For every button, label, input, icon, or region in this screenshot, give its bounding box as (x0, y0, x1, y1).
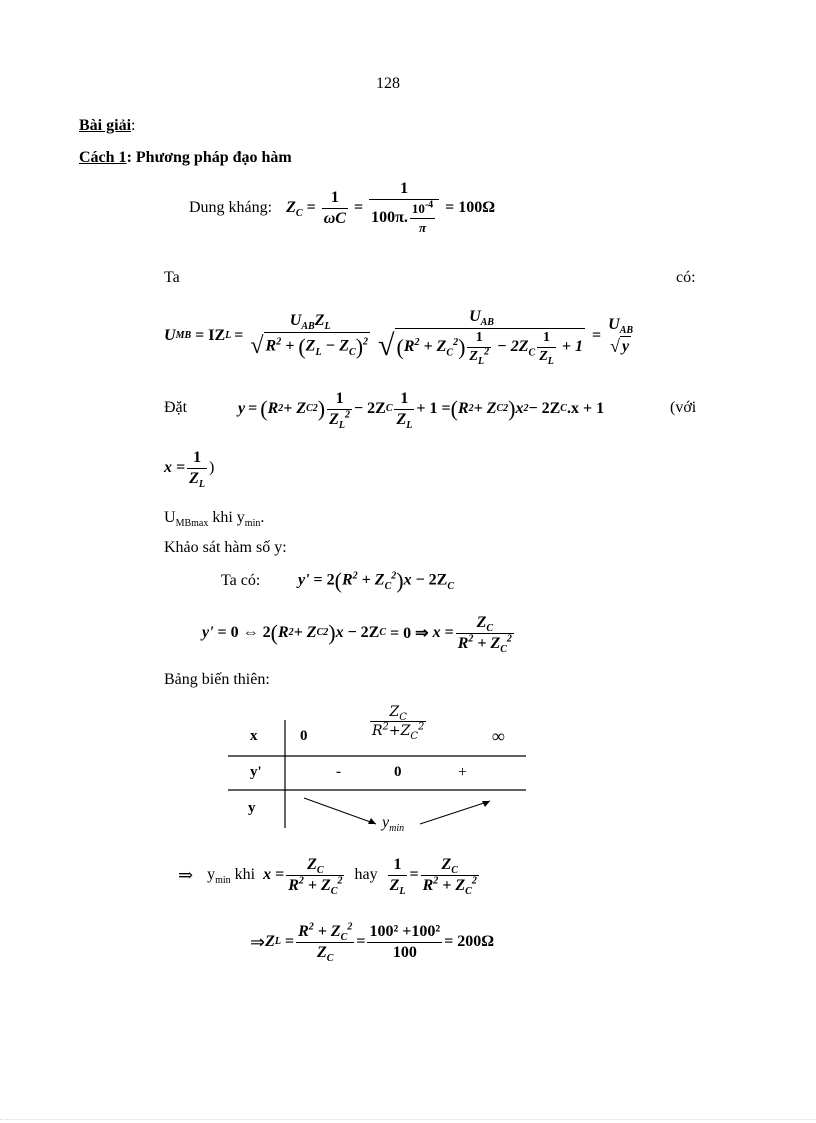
table-title: Bảng biến thiên: (164, 671, 270, 688)
fraction-umb-over-sqrt-y: $U_{AB}$ √ y (608, 315, 634, 356)
fraction-1-over-omega-c: $\frac{1}{\omega C}$ (323, 188, 346, 227)
dat-label: Đặt (164, 399, 188, 416)
page-number: 128 (376, 75, 400, 92)
increasing-arrowhead (482, 801, 490, 807)
y-definition: y = ( R 2 + Z C 2 ) $\frac{1}{Z_L^2}$ − 2Z C $\frac{1}{Z_L}$ + 1 = ( R 2 + Z C 2 ) x 2 − 2Z C .x + 1 (238, 389, 605, 431)
fraction-umb-expanded: $U_{AB}$ $√(R^2 + Z_C^2)$ $\frac{1}{Z_L^2}$ − $2Z_C$ $\frac{1}{Z_L}$ + 1 (378, 307, 583, 367)
row-label-x: x (250, 728, 258, 744)
solution-label: Bài giải (79, 117, 132, 134)
co-label: có: (676, 269, 696, 286)
y-min-value: $y_{min}$ (382, 814, 405, 835)
method-title: : Phương pháp đạo hàm (126, 149, 292, 166)
critical-point-formula: y' = 0 ⇔ 2 ( R 2 + Z C 2 ) x − 2Z C = 0 ⇒ x = $\frac{Z_C}{R^2 + Z_C^2}$ (202, 613, 512, 655)
page-footer-divider (0, 1119, 816, 1120)
row-label-yprime: y' (250, 764, 262, 780)
x-value-infinity: ∞ (492, 726, 505, 746)
yprime-plus: + (458, 764, 468, 781)
variation-table (228, 700, 528, 835)
umb-formula: U MB = IZ L = $U_{AB}Z_L$ √ $R^2 + (Z_L - Z_C)^2$ $U_{AB}$ $√(R^2 + Z_C^2)$ $\frac{1}{Z_L^2}$ − $2Z_C$ $\frac{1}{Z_L}$ + 1 = $U_{AB}$ √ y (164, 307, 634, 367)
x-definition: x = $\frac{1}{Z_L}$ ) (164, 448, 215, 490)
decreasing-arrow (304, 798, 376, 824)
capacitance-line (189, 180, 495, 250)
method-label: Cách 1 (79, 149, 127, 166)
voi-label: (với (670, 399, 697, 416)
derivative-formula: $y' = 2(R^2 + Z_C^2)x - 2Z_C$ (298, 568, 455, 593)
x-value-critical: $\frac{Z_C}{R^2+Z_C^2}$ (372, 704, 425, 742)
ta-label: Ta (164, 269, 180, 286)
x-value-zero: 0 (300, 728, 308, 744)
umbmax-line: $U_{MBmax}$ khi $y_{min}$. (164, 509, 265, 530)
survey-line: Khảo sát hàm số y: (164, 539, 287, 556)
increasing-arrow (420, 801, 490, 824)
solution-colon: : (131, 117, 136, 134)
capacitance-formula: $Z_C$ = $\frac{1}{\omega C}$ = 1 100π. $\frac{10^{-4}}{\pi}$ = 100Ω (286, 180, 496, 235)
derivative-label: Ta có: (221, 572, 261, 589)
fraction-capacitance-numeric: 1 100π. $\frac{10^{-4}}{\pi}$ (369, 180, 439, 236)
conclusion-line: ⇒ $y_{min}$ khi x = $\frac{Z_C}{R^2 + Z_C^2}$ hay $\frac{1}{Z_L}$ = $\frac{Z_C}{R^2 + Z_C^2}$ (178, 855, 477, 897)
decreasing-arrowhead (368, 818, 376, 824)
fraction-umb-zl: $U_{AB}Z_L$ √ $R^2 + (Z_L - Z_C)^2$ (250, 312, 369, 359)
capacitance-label: Dung kháng: (189, 199, 273, 216)
row-label-y: y (248, 800, 256, 816)
hay-label: hay (354, 866, 378, 883)
final-result: ⇒ Z L = $\frac{R^2 + Z_C^2}{Z_C}$ = $\frac{\text{100² +100²}}{100}$ = 200Ω (250, 921, 495, 964)
yprime-zero: 0 (394, 764, 402, 780)
solution-heading (79, 116, 135, 136)
yprime-minus: - (336, 764, 341, 780)
method-heading (79, 148, 292, 168)
implies-arrow: ⇒ (178, 865, 194, 885)
